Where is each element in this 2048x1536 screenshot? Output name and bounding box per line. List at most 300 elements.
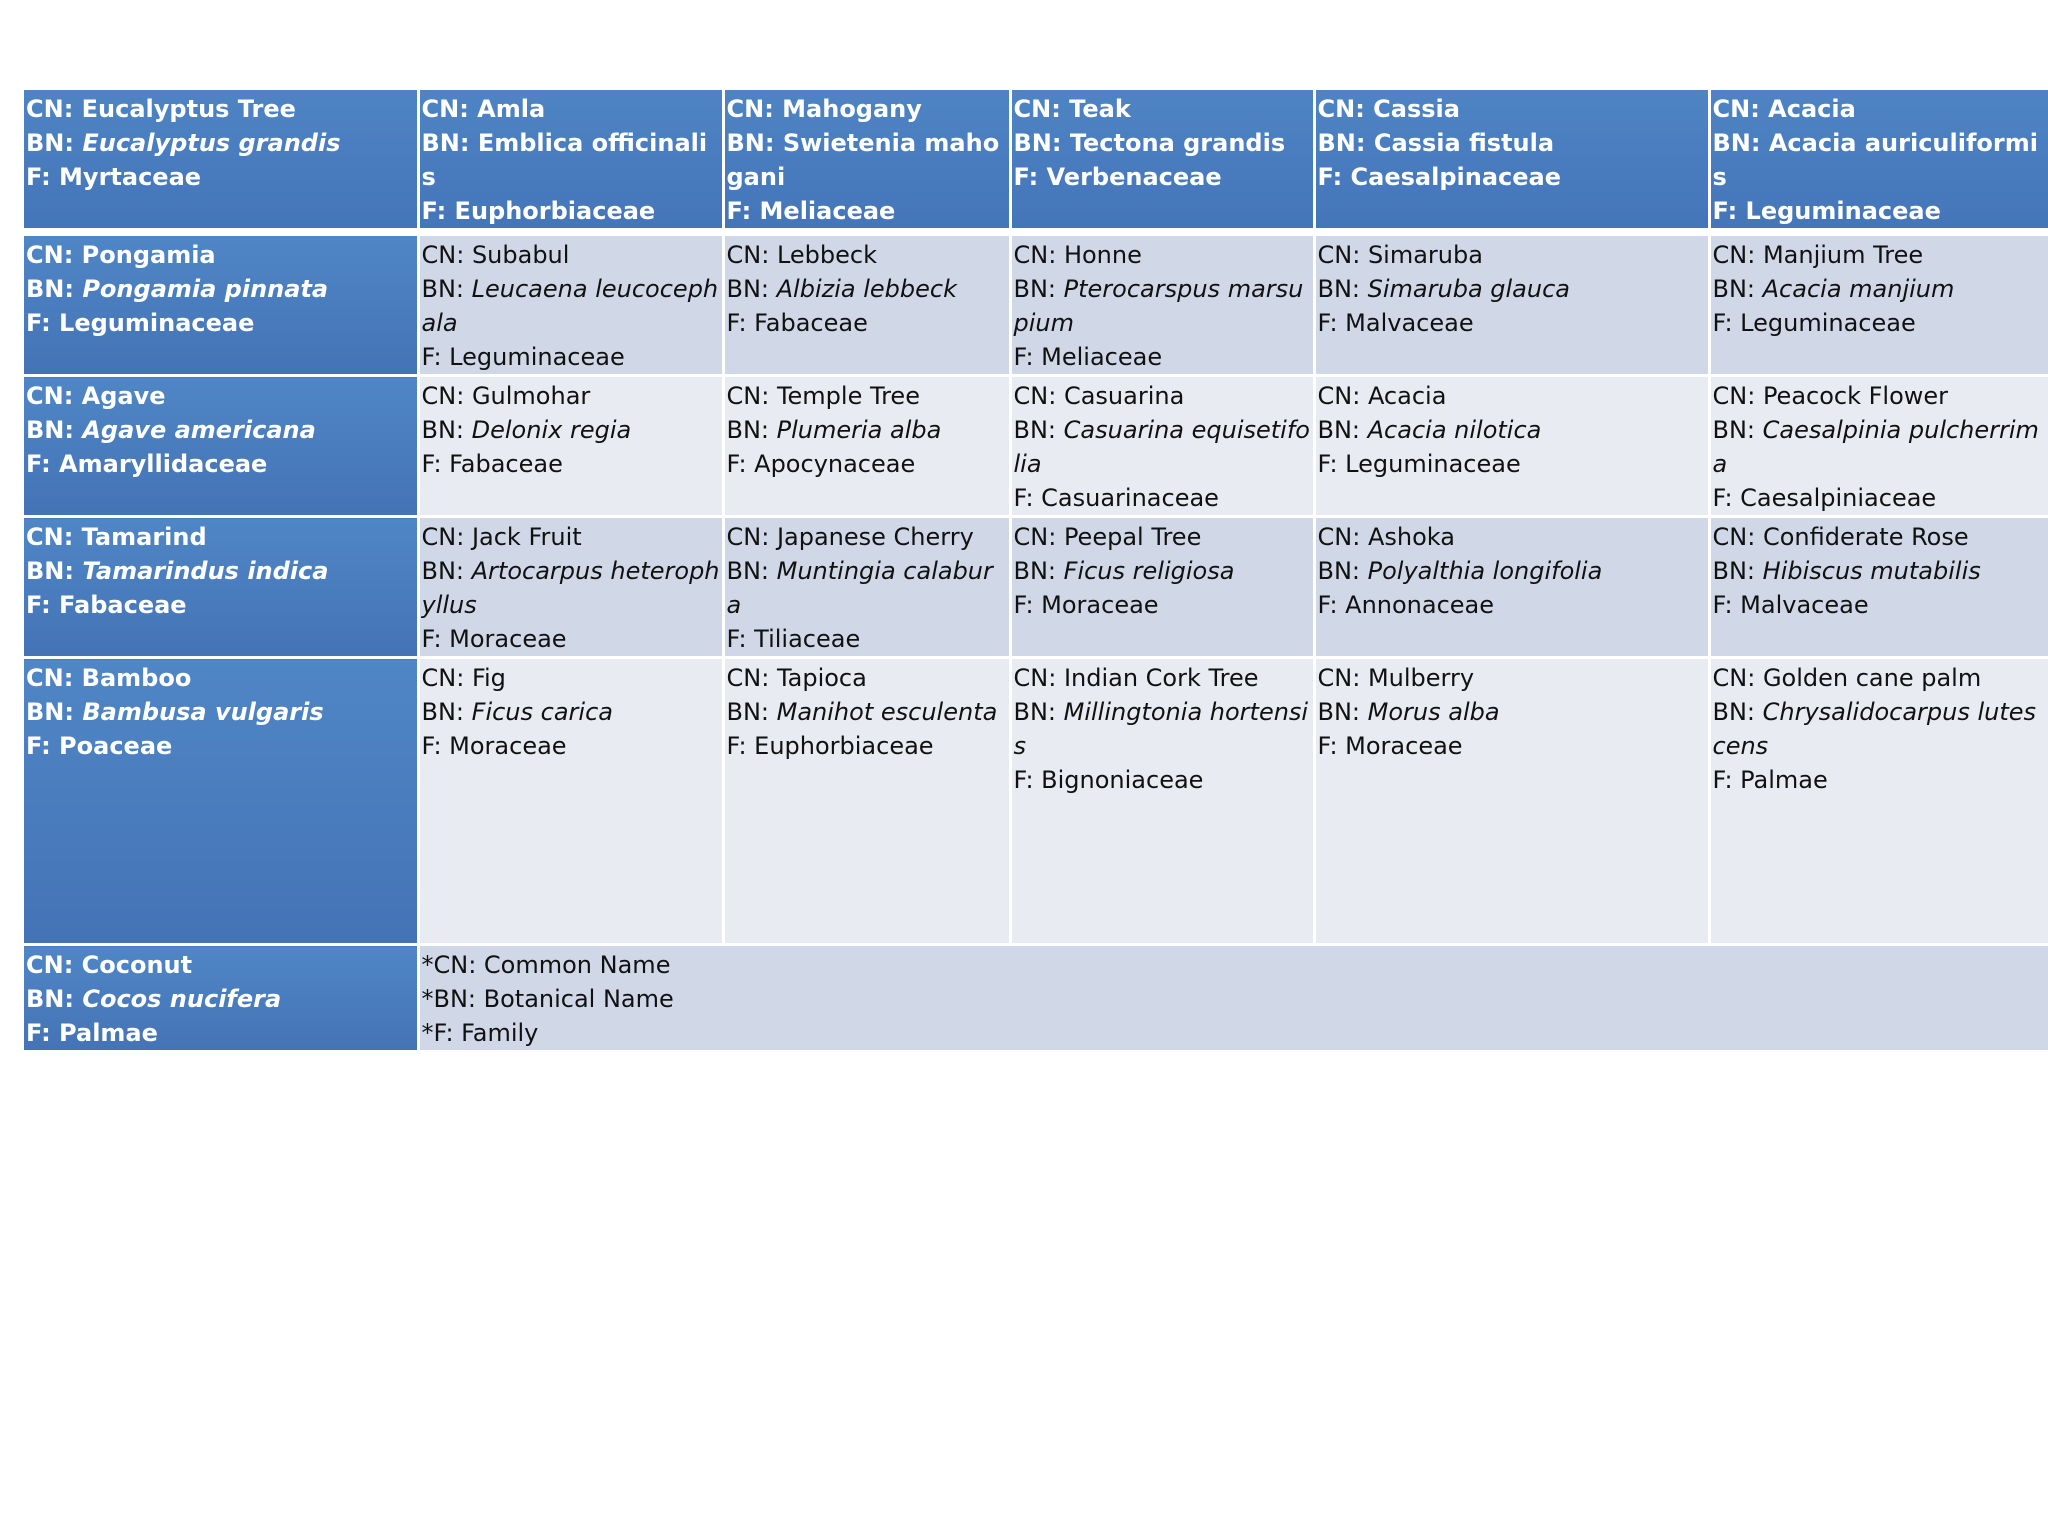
common-name-prefix: CN:	[1013, 95, 1070, 123]
family-name-prefix: F:	[26, 732, 60, 760]
botanical-name-prefix: BN:	[421, 557, 472, 585]
family-name-value: Moraceae	[1345, 732, 1463, 760]
table-cell	[1010, 232, 1314, 376]
botanical-name	[727, 554, 1008, 622]
family-name	[1014, 763, 1312, 797]
common-name	[727, 520, 1008, 554]
botanical-name	[26, 272, 416, 306]
family-name	[1713, 194, 2048, 228]
botanical-name-prefix: BN:	[421, 275, 472, 303]
botanical-name-value: Casuarina equisetifolia	[1013, 416, 1310, 478]
common-name	[1014, 379, 1312, 413]
family-name	[26, 160, 416, 194]
botanical-name	[422, 126, 721, 194]
botanical-name-value: Artocarpus heterophyllus	[421, 557, 720, 619]
family-name-value: Euphorbiaceae	[754, 732, 934, 760]
family-name-prefix: F:	[26, 309, 60, 337]
family-name-value: Meliaceae	[759, 197, 896, 225]
table-cell	[723, 658, 1010, 945]
family-name-prefix: F:	[1013, 591, 1042, 619]
table-row	[24, 945, 2048, 1052]
row-header-cell	[24, 232, 418, 376]
botanical-name	[422, 554, 721, 622]
common-name-value: Golden cane palm	[1762, 664, 1982, 692]
family-name	[26, 306, 416, 340]
family-name-prefix: F:	[1013, 484, 1042, 512]
common-name	[1713, 661, 2048, 695]
family-name-value: Palmae	[1740, 766, 1828, 794]
botanical-name-value: Agave americana	[82, 416, 316, 444]
family-name-value: Myrtaceae	[59, 163, 202, 191]
table-cell	[418, 517, 723, 658]
table-cell	[723, 517, 1010, 658]
botanical-name-prefix: BN:	[1013, 275, 1064, 303]
common-name	[26, 520, 416, 554]
common-name-prefix: CN:	[1712, 523, 1763, 551]
common-name-prefix: CN:	[726, 95, 783, 123]
common-name	[727, 238, 1008, 272]
family-name-value: Moraceae	[449, 625, 567, 653]
table-cell	[1314, 232, 1709, 376]
common-name-prefix: CN:	[726, 382, 777, 410]
common-name-prefix: CN:	[26, 382, 82, 410]
common-name-value: Mulberry	[1367, 664, 1475, 692]
botanical-name-prefix: BN:	[1013, 129, 1070, 157]
table-cell	[418, 376, 723, 517]
common-name-prefix: CN:	[726, 664, 777, 692]
family-name-prefix: F:	[26, 163, 60, 191]
botanical-name-prefix: BN:	[1317, 557, 1368, 585]
family-name-prefix: F:	[1013, 343, 1042, 371]
common-name-prefix: CN:	[1317, 664, 1368, 692]
common-name-prefix: CN:	[1712, 95, 1769, 123]
common-name-value: Peepal Tree	[1063, 523, 1202, 551]
common-name-value: Bamboo	[81, 664, 192, 692]
common-name	[1713, 379, 2048, 413]
legend-item: *CN: Common Name	[421, 951, 671, 979]
family-name-value: Meliaceae	[1041, 343, 1163, 371]
row-header-cell	[24, 658, 418, 945]
common-name-value: Acacia	[1768, 95, 1856, 123]
family-name	[1318, 729, 1707, 763]
family-name-value: Leguminaceae	[59, 309, 255, 337]
common-name-prefix: CN:	[726, 241, 777, 269]
family-name-value: Verbenaceae	[1046, 163, 1222, 191]
common-name-prefix: CN:	[726, 523, 777, 551]
common-name	[727, 92, 1008, 126]
table-row	[24, 232, 2048, 376]
family-name-prefix: F:	[1317, 591, 1346, 619]
botanical-name-value: Acacia manjium	[1762, 275, 1955, 303]
botanical-name	[1014, 272, 1312, 340]
common-name-prefix: CN:	[1712, 664, 1763, 692]
common-name-value: Subabul	[471, 241, 570, 269]
family-name-prefix: F:	[421, 625, 450, 653]
botanical-name-value: Bambusa vulgaris	[82, 698, 324, 726]
botanical-name	[1014, 554, 1312, 588]
botanical-name-prefix: BN:	[1317, 698, 1368, 726]
botanical-name	[26, 126, 416, 160]
family-name-value: Caesalpiniaceae	[1740, 484, 1937, 512]
family-name-prefix: F:	[1317, 163, 1351, 191]
botanical-name-value: Chrysalidocarpus lutescens	[1712, 698, 2037, 760]
family-name	[26, 588, 416, 622]
botanical-name-prefix: BN:	[1013, 698, 1064, 726]
family-name	[1014, 160, 1312, 194]
botanical-name-value: Eucalyptus grandis	[82, 129, 341, 157]
botanical-name-prefix: BN:	[1317, 275, 1368, 303]
common-name	[1318, 92, 1707, 126]
botanical-name	[727, 126, 1008, 194]
botanical-name-prefix: BN:	[1712, 698, 1763, 726]
table-cell	[1010, 517, 1314, 658]
common-name-value: Jack Fruit	[471, 523, 582, 551]
common-name	[26, 379, 416, 413]
table-cell	[1709, 658, 2048, 945]
botanical-name-prefix: BN:	[1317, 416, 1368, 444]
family-name-value: Poaceae	[59, 732, 173, 760]
legend-item: *BN: Botanical Name	[421, 985, 674, 1013]
botanical-name-prefix: BN:	[1317, 129, 1374, 157]
family-name-prefix: F:	[1712, 197, 1746, 225]
botanical-name	[422, 272, 721, 340]
family-name-value: Annonaceae	[1345, 591, 1495, 619]
family-name	[422, 194, 721, 228]
botanical-name-prefix: BN:	[26, 698, 83, 726]
family-name-prefix: F:	[1712, 766, 1741, 794]
legend-item: *F: Family	[421, 1019, 539, 1047]
common-name	[1014, 238, 1312, 272]
botanical-name	[1014, 126, 1312, 160]
botanical-name-value: Leucaena leucocephala	[421, 275, 719, 337]
family-name	[1014, 481, 1312, 515]
family-name-prefix: F:	[1712, 484, 1741, 512]
botanical-name-value: Acacia nilotica	[1367, 416, 1542, 444]
family-name-prefix: F:	[26, 1019, 60, 1047]
family-name-prefix: F:	[421, 343, 450, 371]
header-cell	[1010, 90, 1314, 232]
family-name-value: Leguminaceae	[449, 343, 625, 371]
table-row	[24, 658, 2048, 945]
family-name	[1713, 481, 2048, 515]
botanical-name-prefix: BN:	[726, 275, 777, 303]
botanical-name-value: Tamarindus indica	[82, 557, 329, 585]
botanical-name	[1713, 413, 2048, 481]
family-name-prefix: F:	[1712, 309, 1741, 337]
family-name-prefix: F:	[726, 197, 760, 225]
botanical-name-value: Simaruba glauca	[1367, 275, 1570, 303]
common-name	[26, 238, 416, 272]
common-name-prefix: CN:	[1317, 241, 1368, 269]
family-name-prefix: F:	[421, 197, 455, 225]
botanical-name-value: Polyalthia longifolia	[1367, 557, 1603, 585]
header-cell	[723, 90, 1010, 232]
table-cell	[418, 658, 723, 945]
table-row	[24, 517, 2048, 658]
botanical-name-prefix: BN:	[1013, 416, 1064, 444]
common-name-value: Amla	[477, 95, 546, 123]
common-name-value: Japanese Cherry	[776, 523, 974, 551]
botanical-name-prefix: BN:	[726, 416, 777, 444]
family-name-prefix: F:	[1317, 450, 1346, 478]
family-name	[727, 622, 1008, 656]
common-name-value: Ashoka	[1367, 523, 1455, 551]
common-name	[1713, 238, 2048, 272]
common-name	[1318, 520, 1707, 554]
common-name-value: Acacia	[1367, 382, 1447, 410]
botanical-name-value: Ficus religiosa	[1063, 557, 1235, 585]
botanical-name-value: Manihot esculenta	[776, 698, 998, 726]
row-header-cell	[24, 376, 418, 517]
botanical-name	[26, 554, 416, 588]
botanical-name-prefix: BN:	[1712, 416, 1763, 444]
header-cell	[1314, 90, 1709, 232]
botanical-name-value: Pterocarspus marsupium	[1013, 275, 1304, 337]
common-name	[727, 379, 1008, 413]
family-name-prefix: F:	[726, 625, 755, 653]
common-name-value: Gulmohar	[471, 382, 591, 410]
table-cell	[723, 376, 1010, 517]
common-name-prefix: CN:	[1712, 382, 1763, 410]
common-name-prefix: CN:	[26, 95, 82, 123]
species-table-body	[24, 90, 2048, 1052]
common-name	[26, 661, 416, 695]
botanical-name-value: Morus alba	[1367, 698, 1500, 726]
botanical-name-prefix: BN:	[421, 416, 472, 444]
common-name-value: Simaruba	[1367, 241, 1483, 269]
family-name-value: Malvaceae	[1345, 309, 1474, 337]
common-name-value: Cassia	[1373, 95, 1460, 123]
botanical-name	[422, 413, 721, 447]
family-name	[727, 306, 1008, 340]
family-name-prefix: F:	[1013, 163, 1047, 191]
family-name-value: Fabaceae	[449, 450, 563, 478]
botanical-name	[1713, 272, 2048, 306]
family-name-value: Leguminaceae	[1740, 309, 1916, 337]
botanical-name-value: Tectona grandis	[1069, 129, 1286, 157]
common-name-prefix: CN:	[1013, 382, 1064, 410]
botanical-name-prefix: BN:	[26, 416, 83, 444]
botanical-name-prefix: BN:	[26, 275, 83, 303]
common-name	[422, 661, 721, 695]
family-name-value: Amaryllidaceae	[59, 450, 268, 478]
family-name-value: Apocynaceae	[754, 450, 916, 478]
botanical-name-prefix: BN:	[26, 557, 83, 585]
common-name-prefix: CN:	[421, 382, 472, 410]
botanical-name	[1318, 272, 1707, 306]
botanical-name	[727, 272, 1008, 306]
common-name	[26, 948, 416, 982]
common-name-value: Agave	[81, 382, 166, 410]
botanical-name	[1318, 554, 1707, 588]
botanical-name-value: Emblica officinalis	[421, 129, 708, 191]
common-name	[1014, 520, 1312, 554]
family-name	[1318, 306, 1707, 340]
botanical-name	[1318, 126, 1707, 160]
common-name-value: Coconut	[81, 951, 193, 979]
family-name	[1318, 160, 1707, 194]
common-name	[1713, 92, 2048, 126]
common-name-prefix: CN:	[1013, 664, 1064, 692]
common-name	[422, 379, 721, 413]
common-name-prefix: CN:	[1317, 382, 1368, 410]
botanical-name	[1713, 695, 2048, 763]
family-name-value: Palmae	[59, 1019, 158, 1047]
common-name-prefix: CN:	[421, 523, 472, 551]
botanical-name-value: Cocos nucifera	[82, 985, 282, 1013]
common-name-prefix: CN:	[1013, 523, 1064, 551]
header-cell	[24, 90, 418, 232]
family-name	[422, 622, 721, 656]
family-name	[26, 447, 416, 481]
common-name-value: Temple Tree	[776, 382, 920, 410]
family-name-value: Bignoniaceae	[1041, 766, 1204, 794]
common-name-value: Lebbeck	[776, 241, 877, 269]
family-name-value: Fabaceae	[754, 309, 868, 337]
common-name	[1318, 661, 1707, 695]
botanical-name-value: Acacia auriculiformis	[1712, 129, 2038, 191]
table-cell	[1314, 517, 1709, 658]
family-name-value: Moraceae	[449, 732, 567, 760]
family-name-prefix: F:	[26, 591, 60, 619]
common-name-prefix: CN:	[1712, 241, 1763, 269]
family-name-value: Moraceae	[1041, 591, 1159, 619]
common-name	[422, 520, 721, 554]
botanical-name-prefix: BN:	[26, 129, 83, 157]
botanical-name-value: Millingtonia hortensis	[1013, 698, 1309, 760]
botanical-name-prefix: BN:	[26, 985, 83, 1013]
family-name-prefix: F:	[1712, 591, 1741, 619]
table-cell	[1010, 658, 1314, 945]
family-name-value: Casuarinaceae	[1041, 484, 1219, 512]
common-name	[26, 92, 416, 126]
common-name-prefix: CN:	[26, 241, 82, 269]
row-header-cell	[24, 945, 418, 1052]
common-name-value: Tapioca	[776, 664, 867, 692]
common-name-value: Indian Cork Tree	[1063, 664, 1259, 692]
common-name-value: Mahogany	[782, 95, 922, 123]
common-name-value: Manjium Tree	[1762, 241, 1924, 269]
row-header-cell	[24, 517, 418, 658]
table-cell	[723, 232, 1010, 376]
common-name-prefix: CN:	[26, 951, 82, 979]
common-name	[422, 92, 721, 126]
botanical-name-value: Ficus carica	[471, 698, 613, 726]
botanical-name-prefix: BN:	[726, 557, 777, 585]
family-name-value: Euphorbiaceae	[454, 197, 656, 225]
common-name-value: Confiderate Rose	[1762, 523, 1969, 551]
family-name-prefix: F:	[421, 732, 450, 760]
botanical-name	[1713, 554, 2048, 588]
common-name-prefix: CN:	[421, 95, 478, 123]
family-name-prefix: F:	[1317, 732, 1346, 760]
family-name-value: Malvaceae	[1740, 591, 1869, 619]
family-name-prefix: F:	[726, 450, 755, 478]
common-name	[1318, 238, 1707, 272]
common-name-value: Eucalyptus Tree	[81, 95, 296, 123]
common-name-value: Peacock Flower	[1762, 382, 1949, 410]
botanical-name	[26, 413, 416, 447]
common-name-value: Teak	[1069, 95, 1131, 123]
common-name	[1014, 661, 1312, 695]
family-name	[1014, 588, 1312, 622]
family-name-prefix: F:	[726, 732, 755, 760]
family-name-prefix: F:	[1013, 766, 1042, 794]
common-name-prefix: CN:	[421, 241, 472, 269]
table-cell	[1709, 376, 2048, 517]
family-name	[727, 194, 1008, 228]
botanical-name-value: Caesalpinia pulcherrima	[1712, 416, 2039, 478]
table-cell	[1709, 232, 2048, 376]
common-name-value: Casuarina	[1063, 382, 1185, 410]
botanical-name-value: Hibiscus mutabilis	[1762, 557, 1981, 585]
family-name-prefix: F:	[26, 450, 60, 478]
botanical-name-prefix: BN:	[726, 698, 777, 726]
common-name	[422, 238, 721, 272]
botanical-name-prefix: BN:	[726, 129, 783, 157]
common-name	[1014, 92, 1312, 126]
botanical-name	[26, 982, 416, 1016]
family-name	[26, 729, 416, 763]
common-name-prefix: CN:	[1317, 95, 1374, 123]
family-name	[1713, 588, 2048, 622]
table-cell	[418, 232, 723, 376]
botanical-name-prefix: BN:	[421, 129, 478, 157]
family-name-value: Fabaceae	[59, 591, 187, 619]
family-name	[422, 340, 721, 374]
family-name	[1014, 340, 1312, 374]
family-name	[1318, 447, 1707, 481]
family-name-prefix: F:	[726, 309, 755, 337]
family-name-prefix: F:	[1317, 309, 1346, 337]
botanical-name-prefix: BN:	[1013, 557, 1064, 585]
common-name	[1318, 379, 1707, 413]
family-name	[422, 447, 721, 481]
table-row	[24, 376, 2048, 517]
family-name	[422, 729, 721, 763]
family-name	[26, 1016, 416, 1050]
header-cell	[418, 90, 723, 232]
family-name-value: Leguminaceae	[1745, 197, 1941, 225]
common-name	[1713, 520, 2048, 554]
table-cell	[1010, 376, 1314, 517]
botanical-name	[1713, 126, 2048, 194]
common-name-prefix: CN:	[26, 664, 82, 692]
common-name-value: Fig	[471, 664, 506, 692]
legend-cell	[418, 945, 2048, 1052]
family-name-value: Tiliaceae	[754, 625, 861, 653]
botanical-name	[1318, 413, 1707, 447]
common-name-prefix: CN:	[1317, 523, 1368, 551]
common-name-value: Honne	[1063, 241, 1142, 269]
family-name	[1713, 763, 2048, 797]
botanical-name-value: Delonix regia	[471, 416, 632, 444]
botanical-name	[727, 413, 1008, 447]
family-name	[1713, 306, 2048, 340]
common-name-value: Tamarind	[81, 523, 207, 551]
common-name-prefix: CN:	[1013, 241, 1064, 269]
botanical-name-prefix: BN:	[1712, 129, 1769, 157]
header-cell	[1709, 90, 2048, 232]
table-cell	[1314, 376, 1709, 517]
table-header-row	[24, 90, 2048, 232]
botanical-name-value: Cassia fistula	[1373, 129, 1555, 157]
botanical-name-value: Albizia lebbeck	[776, 275, 957, 303]
botanical-name-value: Muntingia calabura	[726, 557, 993, 619]
botanical-name	[1014, 413, 1312, 481]
family-name	[1318, 588, 1707, 622]
family-name-value: Caesalpinaceae	[1350, 163, 1562, 191]
